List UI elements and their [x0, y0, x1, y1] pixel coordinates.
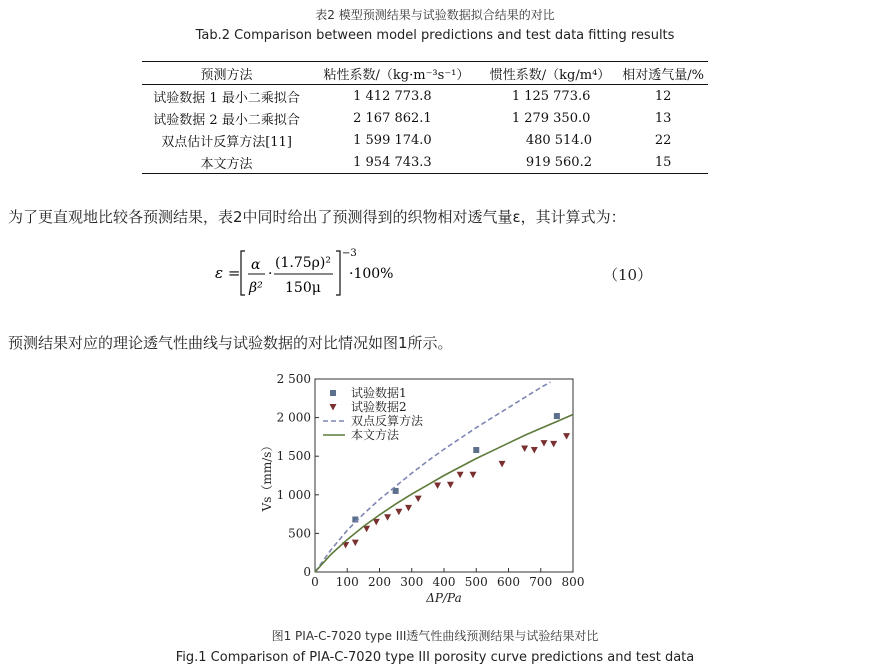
legend-marker-triangle [330, 404, 337, 411]
left-bracket [241, 251, 245, 295]
table-caption-en: Tab.2 Comparison between model predictions and test data fitting results [195, 28, 675, 43]
cell-inertial: 480 514.0 [525, 132, 592, 148]
header-permeability: 相对透气量/% [622, 67, 704, 83]
legend-label: 试验数据2 [351, 400, 407, 414]
header-viscous: 粘性系数/（kg·m⁻³s⁻¹） [323, 67, 470, 83]
table-row [142, 151, 708, 174]
x-axis-label: ΔP/Pa [426, 591, 462, 605]
y-tick-label: 0 [303, 565, 311, 579]
table-caption-cn: 表2 模型预测结果与试验数据拟合结果的对比 [315, 8, 555, 22]
cell-permeability: 22 [654, 132, 672, 148]
paragraph-figure-ref: 预测结果对应的理论透气性曲线与试验数据的对比情况如图1所示。 [8, 334, 453, 352]
data-point-triangle [499, 461, 506, 468]
data-point-triangle [550, 441, 557, 448]
formula-den2: 150μ [285, 280, 321, 296]
y-tick-label: 2 500 [276, 372, 311, 386]
table-row [142, 107, 708, 129]
x-tick-label: 300 [400, 575, 424, 589]
x-tick-label: 400 [432, 575, 456, 589]
cell-viscous: 1 599 174.0 [353, 132, 432, 148]
equation-number: （10） [603, 266, 653, 284]
cell-permeability: 13 [654, 110, 672, 126]
formula-num2: (1.75ρ)² [275, 255, 331, 271]
data-point-square [554, 413, 560, 419]
formula-exponent: −3 [342, 248, 357, 259]
formula-num1: α [251, 257, 261, 273]
formula-epsilon [215, 247, 435, 297]
cell-viscous: 1 412 773.8 [353, 88, 432, 104]
header-method: 预测方法 [200, 67, 253, 83]
y-tick-label: 500 [288, 526, 311, 541]
figure-caption-en: Fig.1 Comparison of PIA-C-7020 type III porosity curve predictions and test data [175, 650, 695, 665]
data-point-triangle [470, 472, 477, 479]
header-inertial: 惯性系数/（kg/m⁴） [489, 67, 611, 83]
data-point-triangle [384, 514, 391, 521]
data-point-triangle [521, 445, 528, 452]
data-point-triangle [434, 483, 441, 490]
x-tick-label: 700 [529, 575, 553, 589]
legend-label: 试验数据1 [351, 386, 407, 400]
cell-inertial: 1 279 350.0 [511, 110, 591, 126]
cell-method: 试验数据 2 最小二乘拟合 [153, 112, 300, 128]
data-point-triangle [563, 433, 570, 440]
comparison-table [142, 61, 708, 174]
legend-label: 本文方法 [351, 428, 400, 442]
table-row [142, 129, 708, 151]
cell-method: 双点估计反算方法[11] [161, 134, 292, 150]
cell-inertial: 919 560.2 [525, 154, 592, 170]
x-tick-label: 100 [335, 575, 359, 589]
cell-permeability: 15 [654, 154, 672, 170]
data-point-triangle [531, 447, 538, 454]
cell-method: 试验数据 1 最小二乘拟合 [153, 90, 300, 106]
figure-caption-cn: 图1 PIA-C-7020 type III透气性曲线预测结果与试验结果对比 [271, 629, 599, 643]
y-tick-label: 2 000 [276, 410, 311, 425]
porosity-chart [255, 370, 595, 610]
x-tick-label: 0 [311, 575, 319, 589]
formula-lhs: ε = [215, 264, 241, 282]
x-tick-label: 800 [561, 575, 585, 589]
x-tick-label: 500 [464, 575, 488, 589]
data-point-triangle [457, 472, 464, 479]
data-point-triangle [395, 509, 402, 516]
formula-dot: · [268, 266, 273, 282]
y-axis-label: Vs（mm/s） [260, 439, 274, 512]
legend-marker-square [330, 390, 336, 396]
table-row [142, 85, 708, 108]
data-point-square [473, 447, 479, 453]
paragraph-intro: 为了更直观地比较各预测结果，表2中同时给出了预测得到的织物相对透气量ε，其计算式为： [8, 208, 626, 226]
cell-viscous: 1 954 743.3 [353, 154, 432, 170]
data-point-triangle [405, 505, 412, 512]
data-point-triangle [415, 496, 422, 503]
x-tick-label: 600 [497, 575, 520, 589]
cell-viscous: 2 167 862.1 [353, 110, 432, 126]
formula-den1: β² [249, 280, 263, 296]
data-point-triangle [540, 440, 547, 447]
cell-permeability: 12 [654, 88, 672, 104]
table-header-row [142, 62, 708, 85]
right-bracket [336, 251, 340, 295]
x-tick-label: 200 [368, 575, 391, 589]
formula-tail: ·100% [349, 266, 394, 282]
cell-inertial: 1 125 773.6 [511, 88, 591, 104]
y-tick-label: 1 000 [276, 487, 311, 502]
y-tick-label: 1 500 [276, 449, 311, 464]
data-point-triangle [447, 482, 454, 489]
data-point-triangle [352, 540, 359, 547]
cell-method: 本文方法 [200, 156, 253, 172]
legend-label: 双点反算方法 [351, 414, 424, 428]
